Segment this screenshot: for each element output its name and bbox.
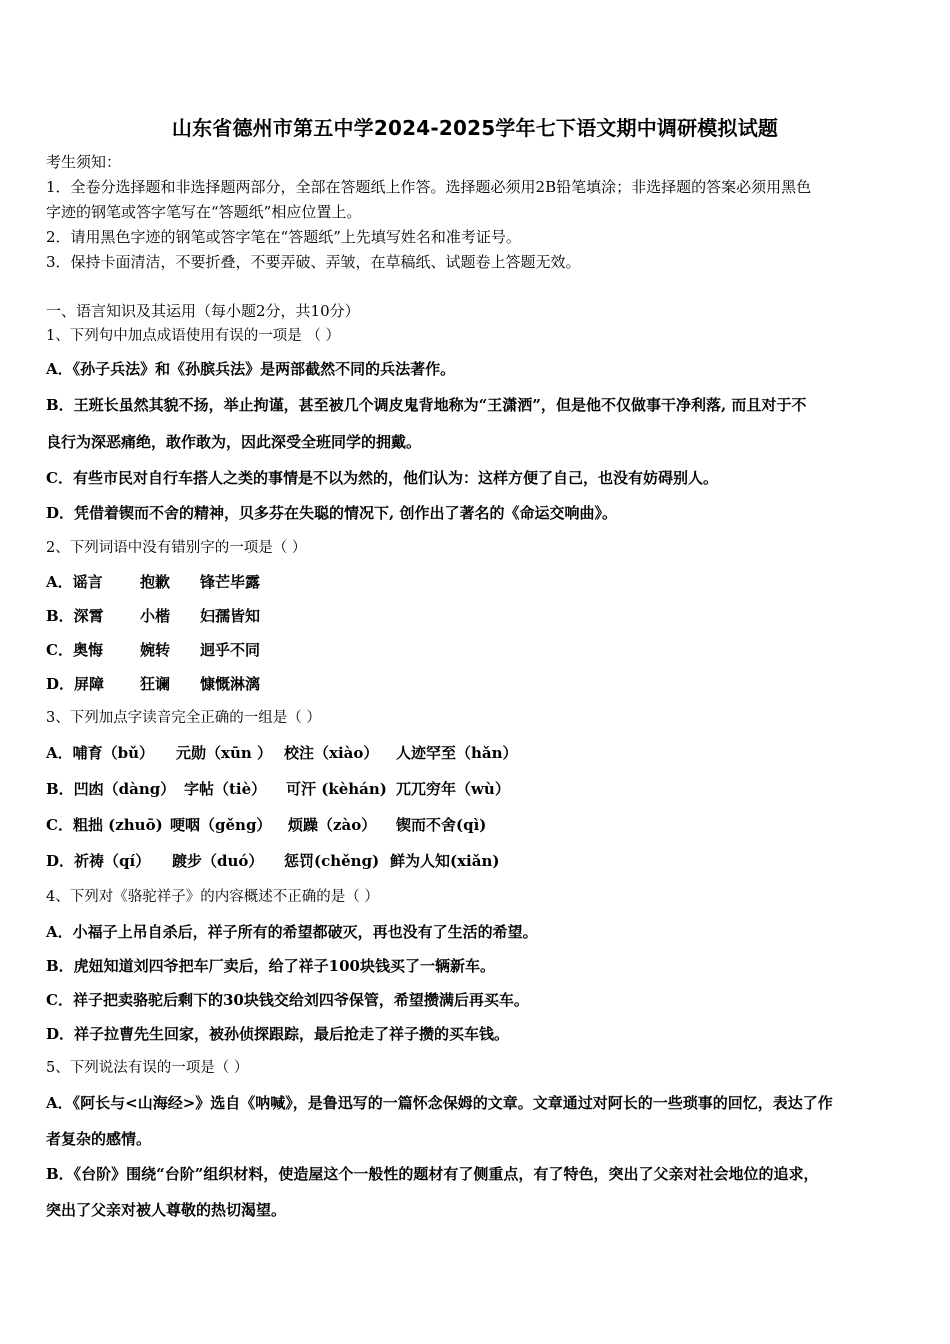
question-1-option-d: D．凭借着锲而不舍的精神，贝多芬在失聪的情况下, 创作出了著名的《命运交响曲》。	[46, 504, 617, 522]
question-2-option-b	[46, 606, 916, 626]
option-word: 慷慨淋漓	[200, 675, 261, 693]
option-word: B．深霄	[46, 607, 104, 625]
question-1-stem: 1、下列句中加点成语使用有误的一项是 （ ）	[46, 328, 340, 344]
option-word: C．奥悔	[46, 641, 103, 659]
option-word: D．屏障	[46, 675, 105, 693]
option-word: 可汗 (kèhán)	[286, 780, 387, 798]
option-word: 迥乎不同	[200, 641, 261, 659]
option-word: 字帖（tiè）	[184, 780, 267, 798]
option-word: 烦躁（zào）	[288, 816, 377, 834]
question-3-option-c	[46, 815, 916, 835]
section-heading: 一、语言知识及其运用（每小题2分，共10分）	[46, 302, 360, 320]
document-title: 山东省德州市第五中学2024-2025学年七下语文期中调研模拟试题	[171, 116, 779, 140]
question-2-option-a	[46, 572, 916, 592]
question-5-option-a-cont: 者复杂的感情。	[46, 1130, 152, 1148]
option-word: 哽咽（gěng）	[170, 816, 272, 834]
notice-item-3: 3．保持卡面清洁，不要折叠，不要弄破、弄皱，在草稿纸、试题卷上答题无效。	[46, 253, 581, 271]
question-5-option-a: A．《阿长与<山海经>》选自《呐喊》，是鲁迅写的一篇怀念保姆的文章。文章通过对阿长的一些琐事的回忆，表达了作	[46, 1094, 833, 1112]
option-word: 元勋（xūn ）	[176, 744, 272, 762]
question-5-option-b: B．《台阶》围绕“台阶”组织材料，使造屋这个一般性的题材有了侧重点，有了特色，突出了父亲对社会地位的追求，	[46, 1165, 819, 1183]
question-4-option-b: B．虎妞知道刘四爷把车厂卖后，给了祥子100块钱买了一辆新车。	[46, 957, 495, 975]
question-2-stem: 2、下列词语中没有错别字的一项是（ ）	[46, 540, 307, 556]
question-3-stem: 3、下列加点字读音完全正确的一组是（ ）	[46, 710, 321, 726]
option-word: B．凹凼（dàng）	[46, 780, 176, 798]
option-word: 婉转	[140, 641, 171, 659]
question-4-stem: 4、下列对《骆驼祥子》的内容概述不正确的是（ ）	[46, 889, 379, 905]
option-word: 锲而不舍(qì)	[396, 816, 487, 834]
notice-item-2: 2．请用黑色字迹的钢笔或答字笔在“答题纸”上先填写姓名和准考证号。	[46, 228, 521, 246]
notice-item-1: 1．全卷分选择题和非选择题两部分，全部在答题纸上作答。选择题必须用2B铅笔填涂；非选择题的答案必须用黑色	[46, 178, 812, 196]
option-word: 校注（xiào）	[284, 744, 379, 762]
question-1-option-a: A．《孙子兵法》和《孙膑兵法》是两部截然不同的兵法著作。	[46, 360, 456, 378]
option-word: 鲜为人知(xiǎn)	[390, 852, 500, 870]
question-3-option-a	[46, 743, 916, 763]
option-word: 人迹罕至（hǎn）	[396, 744, 518, 762]
option-word: A．谣言	[46, 573, 103, 591]
question-4-option-d: D．祥子拉曹先生回家，被孙侦探跟踪，最后抢走了祥子攒的买车钱。	[46, 1025, 510, 1043]
question-1-option-b-cont: 良行为深恶痛绝，敢作敢为，因此深受全班同学的拥戴。	[46, 433, 422, 451]
question-4-option-c: C．祥子把卖骆驼后剩下的30块钱交给刘四爷保管，希望攒满后再买车。	[46, 991, 529, 1009]
question-2-option-d	[46, 674, 916, 694]
question-3-option-d	[46, 851, 916, 871]
option-word: 踱步（duó）	[172, 852, 264, 870]
option-word: C．粗拙 (zhuō)	[46, 816, 163, 834]
question-1-option-c: C．有些市民对自行车搭人之类的事情是不以为然的，他们认为：这样方便了自己，也没有妨碍别人。	[46, 469, 718, 487]
option-word: 锋芒毕露	[200, 573, 261, 591]
question-1-option-b: B．王班长虽然其貌不扬，举止拘谨，甚至被几个调皮鬼背地称为“王潇洒”，但是他不仅做事干净利落, 而且对于不	[46, 396, 807, 414]
notice-heading: 考生须知：	[46, 153, 122, 171]
option-word: 妇孺皆知	[200, 607, 261, 625]
option-word: A．哺育（bǔ）	[46, 744, 155, 762]
option-word: 惩罚(chěng)	[284, 852, 380, 870]
option-word: 抱歉	[140, 573, 171, 591]
question-5-stem: 5、下列说法有误的一项是（ ）	[46, 1060, 249, 1076]
question-5-option-b-cont: 突出了父亲对被人尊敬的热切渴望。	[46, 1201, 287, 1219]
option-word: 狂谰	[140, 675, 171, 693]
question-2-option-c	[46, 640, 916, 660]
question-4-option-a: A．小福子上吊自杀后，祥子所有的希望都破灭，再也没有了生活的希望。	[46, 923, 538, 941]
option-word: D．祈祷（qí）	[46, 852, 151, 870]
question-3-option-b	[46, 779, 916, 799]
notice-item-1-cont: 字迹的钢笔或答字笔写在“答题纸”相应位置上。	[46, 203, 362, 221]
option-word: 兀兀穷年（wù）	[396, 780, 510, 798]
option-word: 小楷	[140, 607, 171, 625]
